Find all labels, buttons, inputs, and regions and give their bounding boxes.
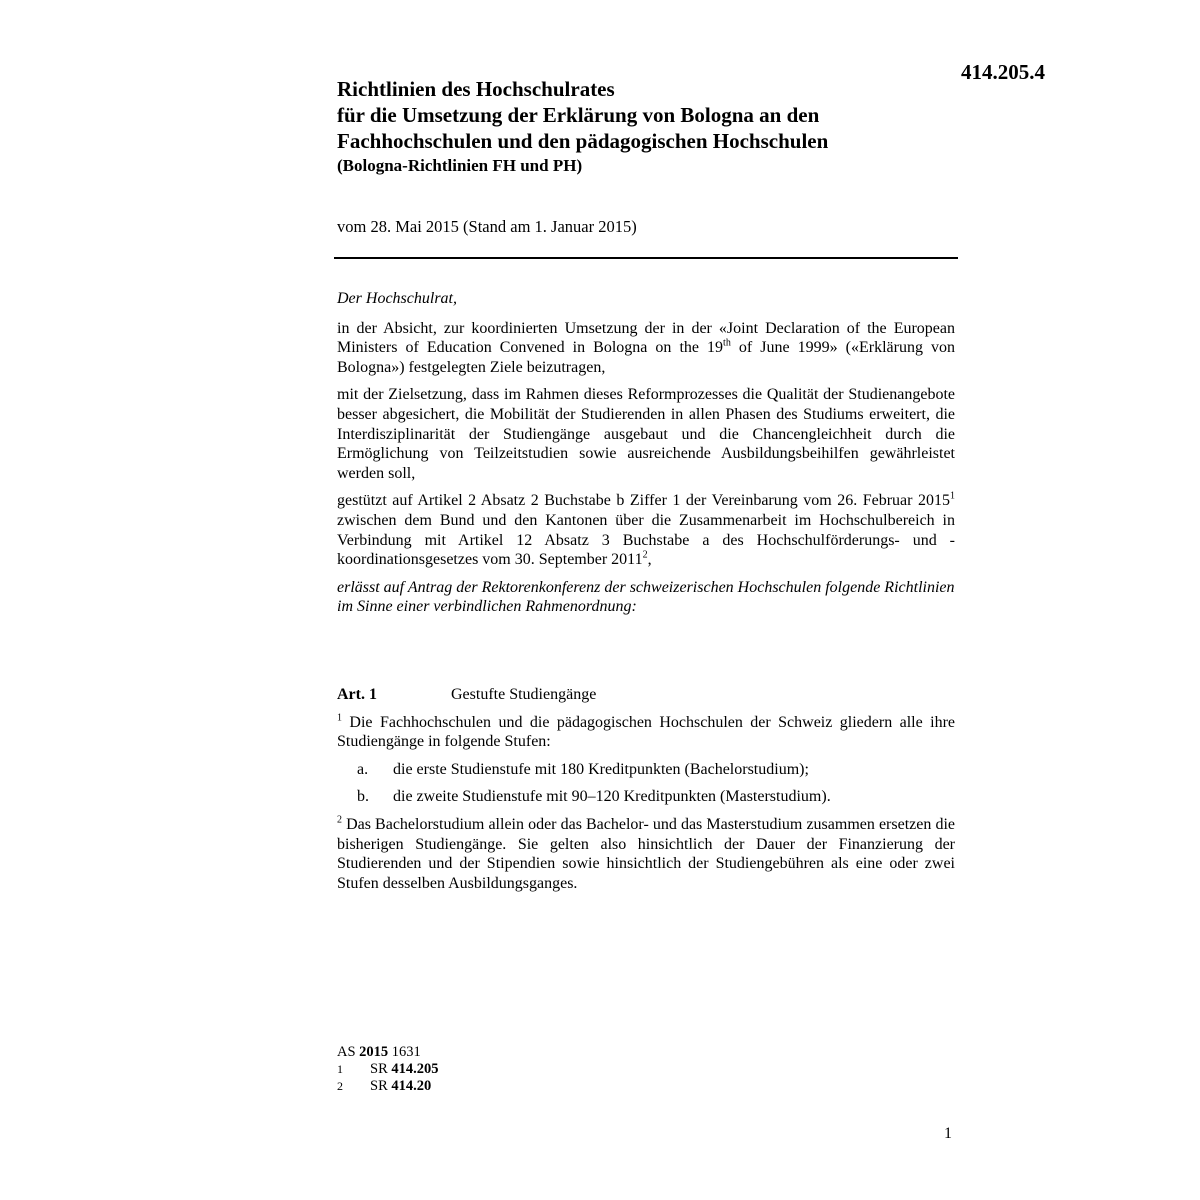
article-1 xyxy=(337,685,955,901)
preamble-paragraph-3 xyxy=(337,491,955,569)
article-title: Gestufte Studiengänge xyxy=(451,686,597,703)
sr-number: 414.205.4 xyxy=(961,60,1045,84)
title-divider xyxy=(334,257,958,259)
list-item xyxy=(337,787,955,807)
text: Das Bachelorstudium allein oder das Bachelor- und das Masterstudium zusammen ersetzen die bisherigen Studiengänge. Sie gelten also hinsichtlich der Dauer der Finanzierung der Studierenden und der Stipendien sowie hinsichtlich der Studiengebühren als eine oder zwei Stufen desselben Ausbildungsganges. xyxy=(337,815,955,892)
preamble-intro: Der Hochschulrat, xyxy=(337,290,457,307)
superscript: th xyxy=(723,337,731,349)
footer-notes xyxy=(337,1044,439,1095)
footnote xyxy=(337,1078,439,1095)
article-paragraph-1 xyxy=(337,713,955,752)
as-year: 2015 xyxy=(359,1044,389,1060)
footnote-ref[interactable]: 414.205 xyxy=(391,1061,439,1077)
preamble-paragraph-1 xyxy=(337,319,955,378)
document-title xyxy=(337,76,977,154)
text: zwischen dem Bund und den Kantonen über die Zusammenarbeit im Hochschulbereich in Verbindung mit Artikel 12 Absatz 3 Buchstabe a des Hochschulförderungs- und -koordinationsgesetzes vom 30. September 2011 xyxy=(337,511,955,569)
text: AS xyxy=(337,1044,356,1060)
preamble-paragraph-2: mit der Zielsetzung, dass im Rahmen dieses Reformprozesses die Qualität der Studienangebote besser abgesichert, die Mobilität der Studierenden in allen Phasen des Studiums erweitert, die Interdisziplinarität der Studiengänge ausgebaut und die Chancengleichheit durch die Ermöglichung von Teilzeitstudien sowie ausreichende Ausbildungsbeihilfen gewährleistet werden soll, xyxy=(337,386,955,482)
item-letter: b. xyxy=(357,788,369,806)
text: , xyxy=(647,551,652,569)
item-text: die zweite Studienstufe mit 90–120 Kreditpunkten (Masterstudium). xyxy=(393,788,831,806)
text: SR xyxy=(370,1078,388,1094)
text: in der Absicht, zur koordinierten Umsetzung der in der «Joint Declaration of the European Ministers of Education Convened in Bologna on the 19 xyxy=(337,319,955,357)
text: of June 1999» («Erklärung von Bologna») festgelegten Ziele beizutragen, xyxy=(337,339,955,376)
page-number: 1 xyxy=(944,1125,952,1142)
list-item xyxy=(337,760,955,780)
text: Die Fachhochschulen und die pädagogischen Hochschulen der Schweiz gliedern alle ihre Studiengänge in folgende Stufen: xyxy=(337,713,955,751)
footnote-number: 2 xyxy=(337,1079,343,1093)
paragraph-number: 1 xyxy=(337,712,342,724)
title-line: für die Umsetzung der Erklärung von Bologna an den xyxy=(337,103,820,127)
paragraph-number: 2 xyxy=(337,814,342,826)
item-letter: a. xyxy=(357,760,369,778)
as-page: 1631 xyxy=(391,1044,421,1060)
as-reference xyxy=(337,1044,439,1061)
text: SR xyxy=(370,1061,388,1077)
date-line: vom 28. Mai 2015 (Stand am 1. Januar 2015) xyxy=(337,217,637,236)
item-text: die erste Studienstufe mit 180 Kreditpunkten (Bachelorstudium); xyxy=(393,760,809,778)
preamble xyxy=(337,289,955,625)
document-short-title: (Bologna-Richtlinien FH und PH) xyxy=(337,156,583,175)
article-paragraph-2 xyxy=(337,815,955,893)
footnote-marker[interactable]: 1 xyxy=(950,491,955,503)
article-number: Art. 1 xyxy=(337,686,377,703)
article-heading xyxy=(337,685,955,705)
enacting-clause: erlässt auf Antrag der Rektorenkonferenz der schweizerischen Hochschulen folgende Richtlinien im Sinne einer verbindlichen Rahmenordnung: xyxy=(337,578,955,616)
footnote-number: 1 xyxy=(337,1062,343,1076)
title-line: Fachhochschulen und den pädagogischen Hochschulen xyxy=(337,129,829,153)
footnote-marker[interactable]: 2 xyxy=(642,549,648,561)
footnote xyxy=(337,1061,439,1078)
title-line: Richtlinien des Hochschulrates xyxy=(337,77,615,101)
text: gestützt auf Artikel 2 Absatz 2 Buchstabe b Ziffer 1 der Vereinbarung vom 26. Februar 2015 xyxy=(337,492,950,510)
footnote-ref[interactable]: 414.20 xyxy=(391,1078,432,1094)
